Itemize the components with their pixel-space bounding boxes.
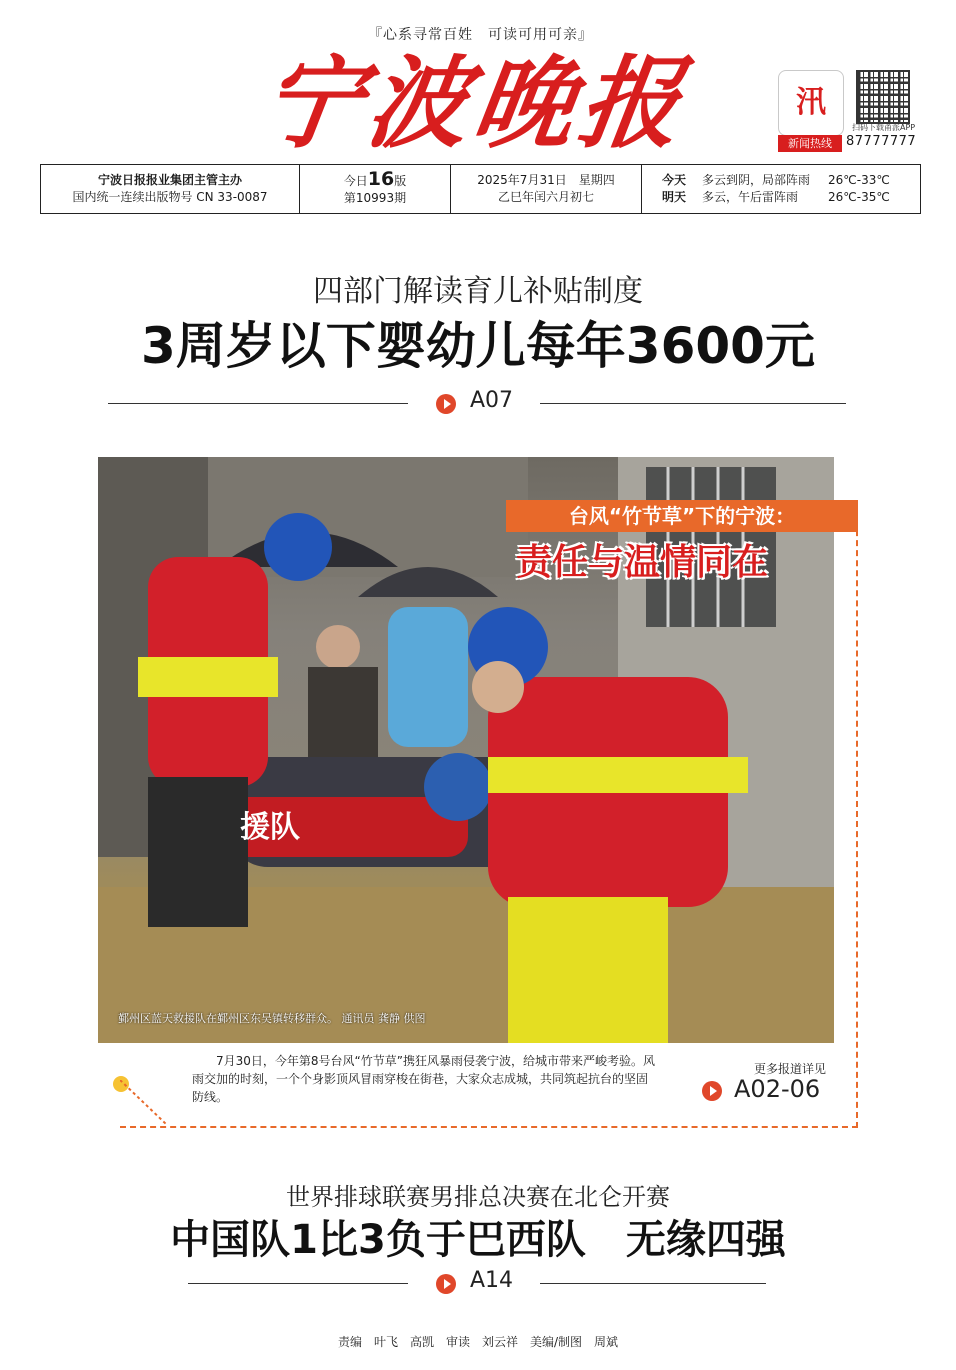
story1-headline[interactable]: 3周岁以下婴幼儿每年3600元 — [141, 317, 815, 375]
lead-paragraph: 7月30日，今年第8号台风“竹节草”携狂风暴雨侵袭宁波，给城市带来严峻考验。风雨交加的时刻，一个个身影顶风冒雨穿梭在街巷，大家众志成城，共同筑起抗台的坚固防线。 — [192, 1054, 655, 1104]
story1-kicker: 四部门解读育儿补贴制度 — [313, 274, 643, 309]
weather-today — [662, 172, 890, 189]
more-label: 更多报道详见 — [754, 1062, 827, 1076]
issue-number: 第10993期 — [343, 191, 407, 205]
divider — [540, 1283, 766, 1284]
pages-prefix: 今日 — [343, 174, 368, 188]
story2-page-ref[interactable]: A14 — [470, 1268, 514, 1293]
divider — [108, 403, 408, 404]
weather-desc: 多云，午后雷阵雨 — [702, 190, 799, 204]
qr-caption: 扫码下载甬派APP — [852, 123, 916, 132]
credits: 责编 叶飞 高凯 审读 刘云祥 美编/制图 周斌 — [337, 1335, 619, 1349]
issue-cell — [300, 165, 451, 213]
weather-day: 今天 — [662, 173, 687, 187]
weather-temp: 26℃-33℃ — [828, 173, 890, 187]
story2-kicker: 世界排球联赛男排总决赛在北仑开赛 — [286, 1183, 670, 1211]
qr-code[interactable] — [856, 70, 910, 124]
cn-number: 国内统一连续出版物号 CN 33-0087 — [72, 190, 268, 204]
publisher: 宁波日报报业集团主管主办 — [97, 173, 242, 187]
app-icon-glyph: 汛 — [796, 85, 826, 120]
story2-headline[interactable]: 中国队1比3负于巴西队 无缘四强 — [170, 1217, 786, 1263]
weather-cell — [642, 165, 920, 213]
weather-temp: 26℃-35℃ — [828, 190, 890, 204]
weather-desc: 多云到阴，局部阵雨 — [702, 173, 811, 187]
pages-suffix: 版 — [394, 174, 407, 188]
photo-caption: 鄞州区蓝天救援队在鄞州区东吴镇转移群众。 通讯员 龚静 供图 — [118, 1012, 426, 1025]
decor-dotted-line — [120, 1080, 180, 1126]
publisher-cell — [41, 165, 300, 213]
pages-line — [343, 168, 407, 190]
lunar-date: 乙巳年闰六月初七 — [497, 190, 594, 204]
play-icon[interactable] — [436, 394, 456, 414]
divider — [540, 403, 846, 404]
play-icon[interactable] — [436, 1274, 456, 1294]
slogan: 『心系寻常百姓 可读可用可亲』 — [368, 27, 593, 43]
hotline-number: 87777777 — [846, 134, 917, 149]
play-icon[interactable] — [702, 1081, 722, 1101]
story1-page-ref[interactable]: A07 — [470, 388, 514, 413]
pages-count: 16 — [367, 168, 395, 190]
more-pages-ref[interactable]: A02-06 — [734, 1075, 821, 1103]
divider — [188, 1283, 408, 1284]
weather-tomorrow — [662, 189, 890, 206]
newspaper-logo: 宁波晚报 — [253, 44, 695, 162]
date-cell — [451, 165, 642, 213]
feature-subtitle[interactable]: 责任与温情同在 — [516, 542, 769, 583]
info-bar — [40, 164, 921, 214]
weather-day: 明天 — [662, 190, 687, 204]
date: 2025年7月31日 星期四 — [477, 173, 615, 187]
boat-lettering: 援队 — [240, 810, 300, 845]
hotline-label: 新闻热线 — [778, 135, 842, 152]
app-icon[interactable] — [778, 70, 844, 136]
story2-page-row — [0, 1268, 956, 1296]
story1-page-row — [0, 388, 956, 416]
feature-tag: 台风“竹节草”下的宁波： — [506, 500, 858, 532]
